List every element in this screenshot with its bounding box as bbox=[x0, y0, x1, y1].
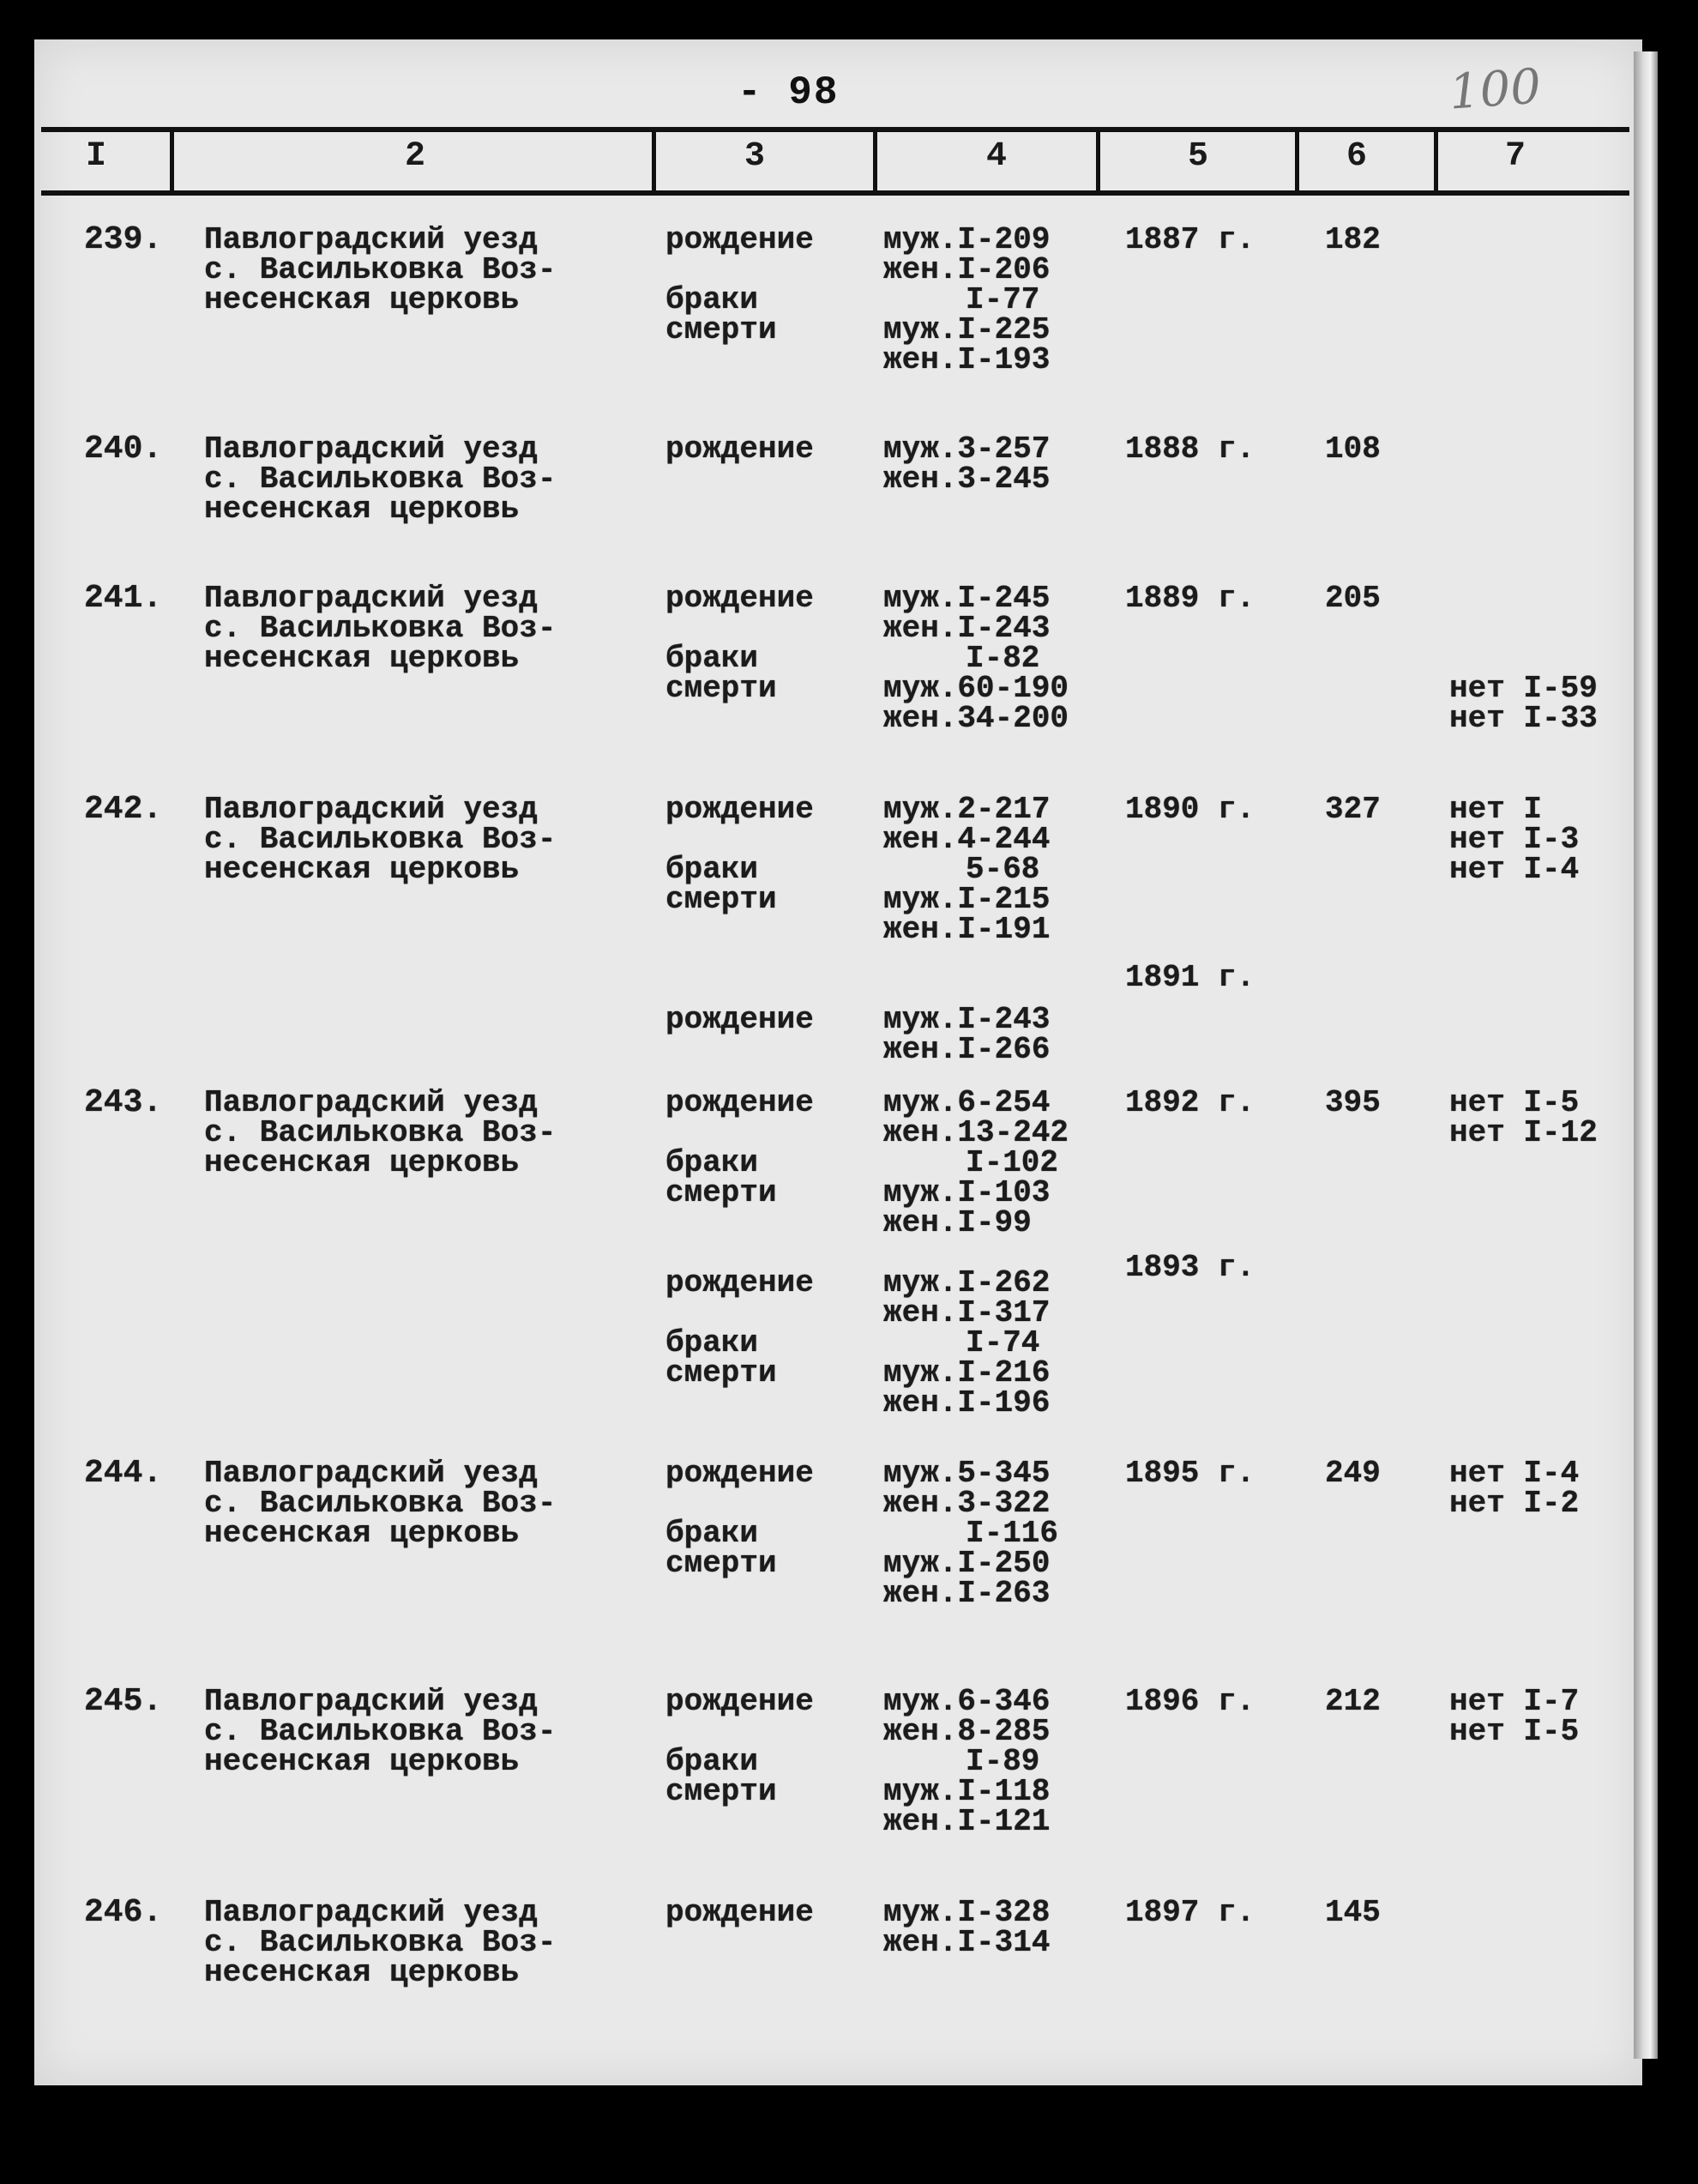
record-count: жен.I-263 bbox=[883, 1576, 1051, 1611]
record-count: жен.I-99 bbox=[883, 1205, 1032, 1240]
column-header-4: 4 bbox=[986, 137, 1008, 176]
column-header-7: 7 bbox=[1505, 137, 1526, 176]
record-count: жен.3-245 bbox=[883, 462, 1051, 497]
place-line: несенская церковь bbox=[204, 1744, 520, 1779]
column-divider bbox=[1295, 130, 1299, 194]
missing-note: нет I-5 bbox=[1449, 1085, 1580, 1120]
record-type: рождение bbox=[665, 1265, 814, 1300]
record-count: жен.I-266 bbox=[883, 1032, 1051, 1067]
place-line: с. Васильковка Воз- bbox=[204, 1714, 557, 1749]
record-count: I-82 bbox=[966, 641, 1040, 676]
record-type: рождение bbox=[665, 1456, 814, 1491]
record-type: рождение bbox=[665, 431, 814, 467]
sheet-count: 145 bbox=[1325, 1895, 1381, 1930]
header-top-rule bbox=[41, 127, 1629, 132]
entry-number: 239. bbox=[84, 221, 163, 258]
column-header-3: 3 bbox=[744, 137, 766, 176]
record-count: жен.I-196 bbox=[883, 1385, 1051, 1421]
record-type: рождение bbox=[665, 1895, 814, 1930]
record-year: 1895 г. bbox=[1125, 1456, 1255, 1491]
record-count: муж.60-190 bbox=[883, 671, 1069, 706]
sheet-count: 182 bbox=[1325, 222, 1381, 257]
page-number: - 98 bbox=[738, 70, 840, 115]
place-line: Павлоградский уезд bbox=[204, 431, 538, 467]
entry-number: 240. bbox=[84, 431, 163, 468]
record-count: жен.4-244 bbox=[883, 822, 1051, 857]
missing-note: нет I-4 bbox=[1449, 1456, 1580, 1491]
record-count: муж.6-346 bbox=[883, 1684, 1051, 1719]
entry-number: 246. bbox=[84, 1894, 163, 1931]
missing-note: нет I-59 bbox=[1449, 671, 1598, 706]
sheet-count: 212 bbox=[1325, 1684, 1381, 1719]
record-count: муж.6-254 bbox=[883, 1085, 1051, 1120]
place-line: несенская церковь bbox=[204, 1516, 520, 1551]
record-count: муж.I-250 bbox=[883, 1546, 1051, 1581]
record-count: муж.3-257 bbox=[883, 431, 1051, 467]
record-count: I-116 bbox=[966, 1516, 1059, 1551]
entry-number: 244. bbox=[84, 1455, 163, 1492]
sheet-count: 395 bbox=[1325, 1085, 1381, 1120]
entry-number: 243. bbox=[84, 1084, 163, 1121]
sheet-count: 249 bbox=[1325, 1456, 1381, 1491]
record-count: жен.I-193 bbox=[883, 342, 1051, 377]
record-count: муж.2-217 bbox=[883, 792, 1051, 827]
record-year: 1893 г. bbox=[1125, 1250, 1255, 1285]
record-count: муж.I-245 bbox=[883, 581, 1051, 616]
place-line: несенская церковь bbox=[204, 1955, 520, 1990]
record-year: 1896 г. bbox=[1125, 1684, 1255, 1719]
record-count: муж.I-225 bbox=[883, 312, 1051, 347]
missing-note: нет I-3 bbox=[1449, 822, 1580, 857]
record-count: жен.I-317 bbox=[883, 1295, 1051, 1330]
record-count: жен.I-206 bbox=[883, 252, 1051, 287]
column-header-2: 2 bbox=[405, 137, 426, 176]
page-edge bbox=[1634, 51, 1658, 2059]
record-type: браки bbox=[665, 641, 759, 676]
record-count: жен.I-314 bbox=[883, 1925, 1051, 1960]
record-type: рождение bbox=[665, 792, 814, 827]
record-count: муж.I-103 bbox=[883, 1175, 1051, 1210]
record-type: смерти bbox=[665, 1175, 777, 1210]
record-count: I-74 bbox=[966, 1325, 1040, 1360]
column-divider bbox=[1434, 130, 1438, 194]
record-type: рождение bbox=[665, 581, 814, 616]
record-count: муж.I-216 bbox=[883, 1355, 1051, 1391]
column-divider bbox=[1096, 130, 1100, 194]
place-line: Павлоградский уезд bbox=[204, 1684, 538, 1719]
place-line: несенская церковь bbox=[204, 852, 520, 887]
record-count: муж.I-262 bbox=[883, 1265, 1051, 1300]
place-line: несенская церковь bbox=[204, 282, 520, 317]
record-count: I-77 bbox=[966, 282, 1040, 317]
record-count: жен.I-243 bbox=[883, 611, 1051, 646]
sheet-count: 108 bbox=[1325, 431, 1381, 467]
record-count: муж.I-328 bbox=[883, 1895, 1051, 1930]
record-type: смерти bbox=[665, 1355, 777, 1391]
missing-note: нет I-2 bbox=[1449, 1486, 1580, 1521]
column-divider bbox=[170, 130, 174, 194]
record-type: смерти bbox=[665, 1546, 777, 1581]
missing-note: нет I-4 bbox=[1449, 852, 1580, 887]
place-line: с. Васильковка Воз- bbox=[204, 1925, 557, 1960]
place-line: несенская церковь bbox=[204, 641, 520, 676]
record-year: 1890 г. bbox=[1125, 792, 1255, 827]
place-line: Павлоградский уезд bbox=[204, 792, 538, 827]
entry-number: 242. bbox=[84, 791, 163, 828]
place-line: Павлоградский уезд bbox=[204, 1085, 538, 1120]
place-line: несенская церковь bbox=[204, 492, 520, 527]
record-count: I-89 bbox=[966, 1744, 1040, 1779]
missing-note: нет I-33 bbox=[1449, 701, 1598, 736]
record-type: смерти bbox=[665, 312, 777, 347]
column-divider bbox=[652, 130, 656, 194]
record-type: смерти bbox=[665, 671, 777, 706]
missing-note: нет I-12 bbox=[1449, 1115, 1598, 1150]
missing-note: нет I bbox=[1449, 792, 1543, 827]
record-year: 1897 г. bbox=[1125, 1895, 1255, 1930]
record-type: браки bbox=[665, 852, 759, 887]
record-type: браки bbox=[665, 282, 759, 317]
place-line: Павлоградский уезд bbox=[204, 1895, 538, 1930]
record-count: муж.I-209 bbox=[883, 222, 1051, 257]
column-header-6: 6 bbox=[1346, 137, 1368, 176]
place-line: Павлоградский уезд bbox=[204, 581, 538, 616]
record-count: жен.8-285 bbox=[883, 1714, 1051, 1749]
record-type: смерти bbox=[665, 1774, 777, 1809]
column-header-1: I bbox=[86, 137, 107, 176]
column-header-5: 5 bbox=[1188, 137, 1209, 176]
record-type: рождение bbox=[665, 222, 814, 257]
record-count: муж.I-243 bbox=[883, 1002, 1051, 1037]
record-count: муж.I-215 bbox=[883, 882, 1051, 917]
record-count: жен.13-242 bbox=[883, 1115, 1069, 1150]
record-year: 1887 г. bbox=[1125, 222, 1255, 257]
record-type: смерти bbox=[665, 882, 777, 917]
record-year: 1892 г. bbox=[1125, 1085, 1255, 1120]
missing-note: нет I-5 bbox=[1449, 1714, 1580, 1749]
place-line: Павлоградский уезд bbox=[204, 1456, 538, 1491]
entry-number: 241. bbox=[84, 580, 163, 617]
record-count: жен.3-322 bbox=[883, 1486, 1051, 1521]
place-line: с. Васильковка Воз- bbox=[204, 1115, 557, 1150]
record-type: браки bbox=[665, 1744, 759, 1779]
place-line: с. Васильковка Воз- bbox=[204, 822, 557, 857]
record-type: браки bbox=[665, 1325, 759, 1360]
record-type: рождение bbox=[665, 1085, 814, 1120]
place-line: с. Васильковка Воз- bbox=[204, 252, 557, 287]
missing-note: нет I-7 bbox=[1449, 1684, 1580, 1719]
record-count: жен.I-191 bbox=[883, 912, 1051, 947]
place-line: с. Васильковка Воз- bbox=[204, 1486, 557, 1521]
sheet-count: 327 bbox=[1325, 792, 1381, 827]
record-type: рождение bbox=[665, 1002, 814, 1037]
place-line: несенская церковь bbox=[204, 1145, 520, 1180]
entry-number: 245. bbox=[84, 1683, 163, 1720]
sheet-count: 205 bbox=[1325, 581, 1381, 616]
record-count: жен.I-121 bbox=[883, 1804, 1051, 1839]
header-bottom-rule bbox=[41, 190, 1629, 196]
record-year: 1889 г. bbox=[1125, 581, 1255, 616]
record-count: муж.I-118 bbox=[883, 1774, 1051, 1809]
place-line: с. Васильковка Воз- bbox=[204, 611, 557, 646]
record-year: 1888 г. bbox=[1125, 431, 1255, 467]
record-type: браки bbox=[665, 1516, 759, 1551]
column-divider bbox=[873, 130, 877, 194]
record-count: I-102 bbox=[966, 1145, 1059, 1180]
record-type: рождение bbox=[665, 1684, 814, 1719]
record-count: муж.5-345 bbox=[883, 1456, 1051, 1491]
record-count: 5-68 bbox=[966, 852, 1040, 887]
record-year: 1891 г. bbox=[1125, 960, 1255, 995]
record-count: жен.34-200 bbox=[883, 701, 1069, 736]
record-type: браки bbox=[665, 1145, 759, 1180]
place-line: с. Васильковка Воз- bbox=[204, 462, 557, 497]
place-line: Павлоградский уезд bbox=[204, 222, 538, 257]
archive-page-number: 100 bbox=[1447, 58, 1544, 121]
